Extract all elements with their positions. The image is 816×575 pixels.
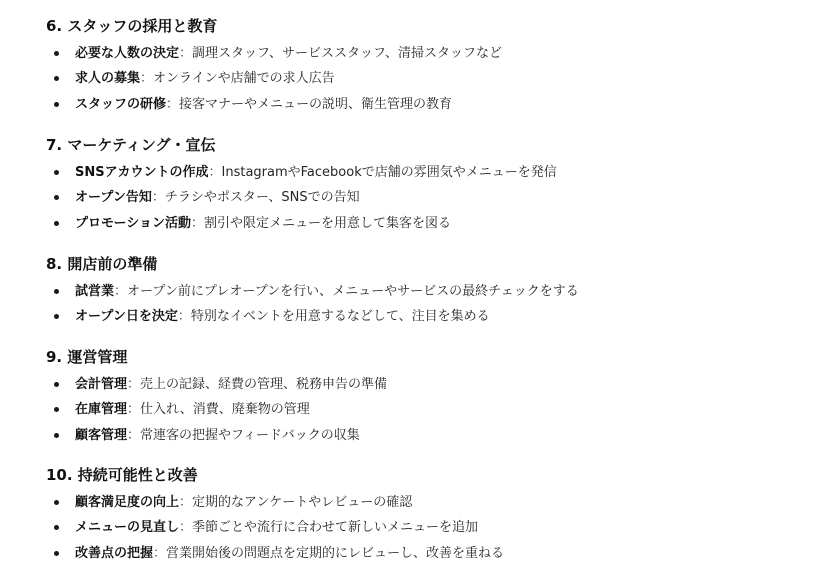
item-separator: ： (179, 46, 193, 61)
section-heading: 10. 持続可能性と改善 (46, 466, 198, 484)
item-description: 営業開始後の問題点を定期的にレビューし、改善を重ねる (166, 545, 505, 561)
bullet-icon (54, 289, 59, 294)
list-item (46, 304, 579, 329)
item-separator: ： (179, 495, 193, 510)
item-separator: ： (208, 165, 222, 180)
list-item (46, 397, 387, 422)
item-term: 在庫管理 (75, 402, 128, 418)
bullet-list (46, 41, 502, 117)
list-item (46, 41, 502, 66)
item-term: プロモーション活動 (75, 215, 191, 231)
section-heading: 6. スタッフの採用と教育 (46, 17, 218, 35)
list-item (46, 515, 504, 540)
item-description: 特別なイベントを用意するなどして、注目を集める (190, 309, 490, 325)
item-separator: ： (127, 402, 141, 418)
section-operations (46, 347, 387, 448)
bullet-list (46, 160, 557, 236)
bullet-icon (54, 51, 59, 56)
section-heading: 9. 運営管理 (46, 348, 128, 366)
section-heading: 7. マーケティング・宣伝 (46, 136, 216, 154)
item-description: 接客マナーやメニューの説明、衛生管理の教育 (179, 96, 453, 112)
item-term: SNSアカウントの作成 (75, 165, 209, 180)
item-separator: ： (153, 545, 167, 561)
item-term: 求人の募集 (75, 71, 141, 87)
item-term: 試営業 (75, 284, 115, 299)
list-item (46, 160, 557, 185)
item-separator: ： (127, 377, 141, 392)
item-separator: ： (151, 190, 165, 206)
bullet-icon (54, 221, 59, 226)
section-heading: 8. 開店前の準備 (46, 255, 158, 273)
item-separator: ： (177, 309, 191, 325)
item-term: 会計管理 (75, 377, 128, 392)
item-description: 売上の記録、経費の管理、税務申告の準備 (140, 377, 388, 392)
item-description: 定期的なアンケートやレビューの確認 (192, 495, 413, 510)
item-separator: ： (114, 284, 128, 299)
bullet-icon (54, 407, 59, 412)
bullet-icon (54, 195, 59, 200)
bullet-icon (54, 551, 59, 556)
item-term: 顧客管理 (75, 427, 128, 443)
item-separator: ： (190, 215, 204, 231)
item-description: 常連客の把握やフィードバックの収集 (140, 427, 360, 443)
item-description: 季節ごとや流行に合わせて新しいメニューを追加 (192, 520, 479, 536)
item-description: InstagramやFacebookで店舗の雰囲気やメニューを発信 (221, 165, 557, 180)
list-item (46, 490, 504, 515)
item-separator: ： (140, 71, 154, 87)
item-separator: ： (166, 96, 180, 112)
section-staff-hiring (46, 16, 502, 117)
item-term: 改善点の把握 (75, 545, 154, 561)
item-description: オンラインや店舗での求人広告 (153, 71, 335, 87)
item-term: スタッフの研修 (75, 96, 167, 112)
bullet-icon (54, 500, 59, 505)
section-marketing (46, 135, 557, 236)
bullet-list (46, 279, 579, 330)
item-separator: ： (127, 427, 141, 443)
bullet-list (46, 372, 387, 448)
section-sustainability (46, 465, 504, 566)
list-item (46, 372, 387, 397)
bullet-icon (54, 76, 59, 81)
list-item (46, 541, 504, 566)
list-item (46, 66, 502, 91)
bullet-icon (54, 170, 59, 175)
item-description: オープン前にプレオープンを行い、メニューやサービスの最終チェックをする (127, 284, 579, 299)
bullet-icon (54, 314, 59, 319)
item-term: オープン告知 (75, 190, 152, 206)
item-term: 必要な人数の決定 (75, 46, 180, 61)
item-term: 顧客満足度の向上 (75, 495, 180, 510)
list-item (46, 423, 387, 448)
bullet-icon (54, 433, 59, 438)
bullet-icon (54, 102, 59, 107)
item-separator: ： (179, 520, 193, 536)
list-item (46, 92, 502, 117)
list-item (46, 279, 579, 304)
item-description: 割引や限定メニューを用意して集客を図る (203, 215, 451, 231)
item-term: オープン日を決定 (75, 309, 178, 325)
item-description: 調理スタッフ、サービススタッフ、清掃スタッフなど (192, 46, 502, 61)
item-term: メニューの見直し (75, 520, 180, 536)
item-description: チラシやポスター、SNSでの告知 (164, 190, 360, 206)
bullet-list (46, 490, 504, 566)
item-description: 仕入れ、消費、廃棄物の管理 (140, 402, 310, 418)
list-item (46, 211, 557, 236)
section-pre-opening (46, 254, 579, 330)
list-item (46, 185, 557, 210)
bullet-icon (54, 525, 59, 530)
bullet-icon (54, 382, 59, 387)
